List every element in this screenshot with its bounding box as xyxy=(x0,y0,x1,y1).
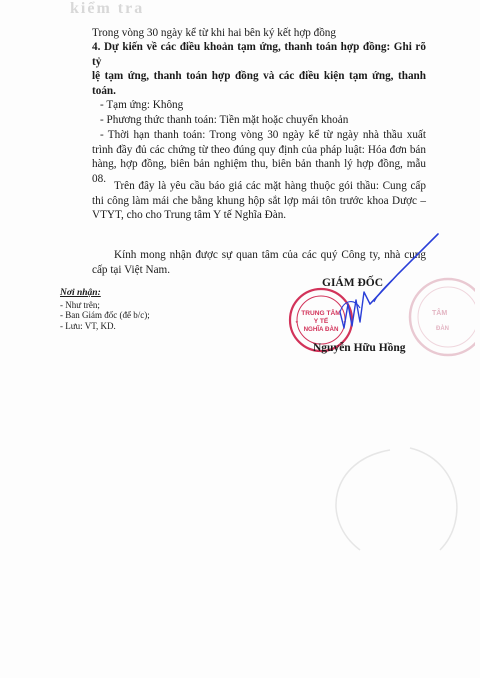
section-4-heading-line-b: lệ tạm ứng, thanh toán hợp đồng và các điều kiện tạm ứng, thanh toán. xyxy=(92,70,426,97)
faint-header-watermark: kiểm tra xyxy=(70,0,145,17)
payment-deadline-line: Trong vòng 30 ngày kể từ khi hai bên ký kết hợp đồng xyxy=(92,27,336,39)
stamp-line-1: TRUNG TÂM xyxy=(301,310,341,317)
bullet-payment-method: - Phương thức thanh toán: Tiền mặt hoặc chuyển khoản xyxy=(100,114,349,126)
request-paragraph: Trên đây là yêu cầu báo giá các mặt hàng thuộc gói thầu: Cung cấp thi công làm mái che bằng khung hộp sắt lợp mái tôn trước khoa Dược – VTYT, cho cho Trung tâm Y tế Nghĩa Đàn. xyxy=(92,180,426,221)
recipients-block xyxy=(60,288,150,331)
svg-text:TÂM: TÂM xyxy=(432,310,448,317)
section-4-heading xyxy=(92,40,426,98)
recipient-item: - Như trên; xyxy=(60,299,100,310)
closing-paragraph: Kính mong nhận được sự quan tâm của các quý Công ty, nhà cung cấp tại Việt Nam. xyxy=(92,249,426,276)
bullet-advance: - Tạm ứng: Không xyxy=(100,99,184,111)
ghost-stamp-mark xyxy=(300,440,475,570)
stamp-line-2: Y TẾ xyxy=(313,318,329,325)
svg-text:★: ★ xyxy=(295,319,299,324)
bullet-payment-term: - Thời hạn thanh toán: Trong vòng 30 ngày kể từ ngày nhà thầu xuất trình đầy đủ các chứng từ theo đúng quy định của pháp luật: Hóa đơn bán hàng, hợp đồng, biên bản nghiệm thu, biên bản thanh lý hợp đồng, mẫu 08. xyxy=(92,129,426,185)
recipient-item: - Ban Giám đốc (để b/c); xyxy=(60,310,150,320)
signer-name: Nguyễn Hữu Hồng xyxy=(313,342,406,354)
handwritten-signature xyxy=(300,230,450,350)
svg-text:★: ★ xyxy=(343,319,347,324)
stamp-line-3: NGHĨA ĐÀN xyxy=(303,326,339,333)
recipient-item: - Lưu: VT, KD. xyxy=(60,320,116,331)
recipients-title: Nơi nhận: xyxy=(60,288,101,298)
svg-text:ĐÀN: ĐÀN xyxy=(436,326,449,332)
signer-position: GIÁM ĐỐC xyxy=(322,277,384,289)
section-4-heading-line-a: 4. Dự kiến về các điều khoản tạm ứng, thanh toán hợp đồng: Ghi rõ tỷ xyxy=(92,41,426,68)
